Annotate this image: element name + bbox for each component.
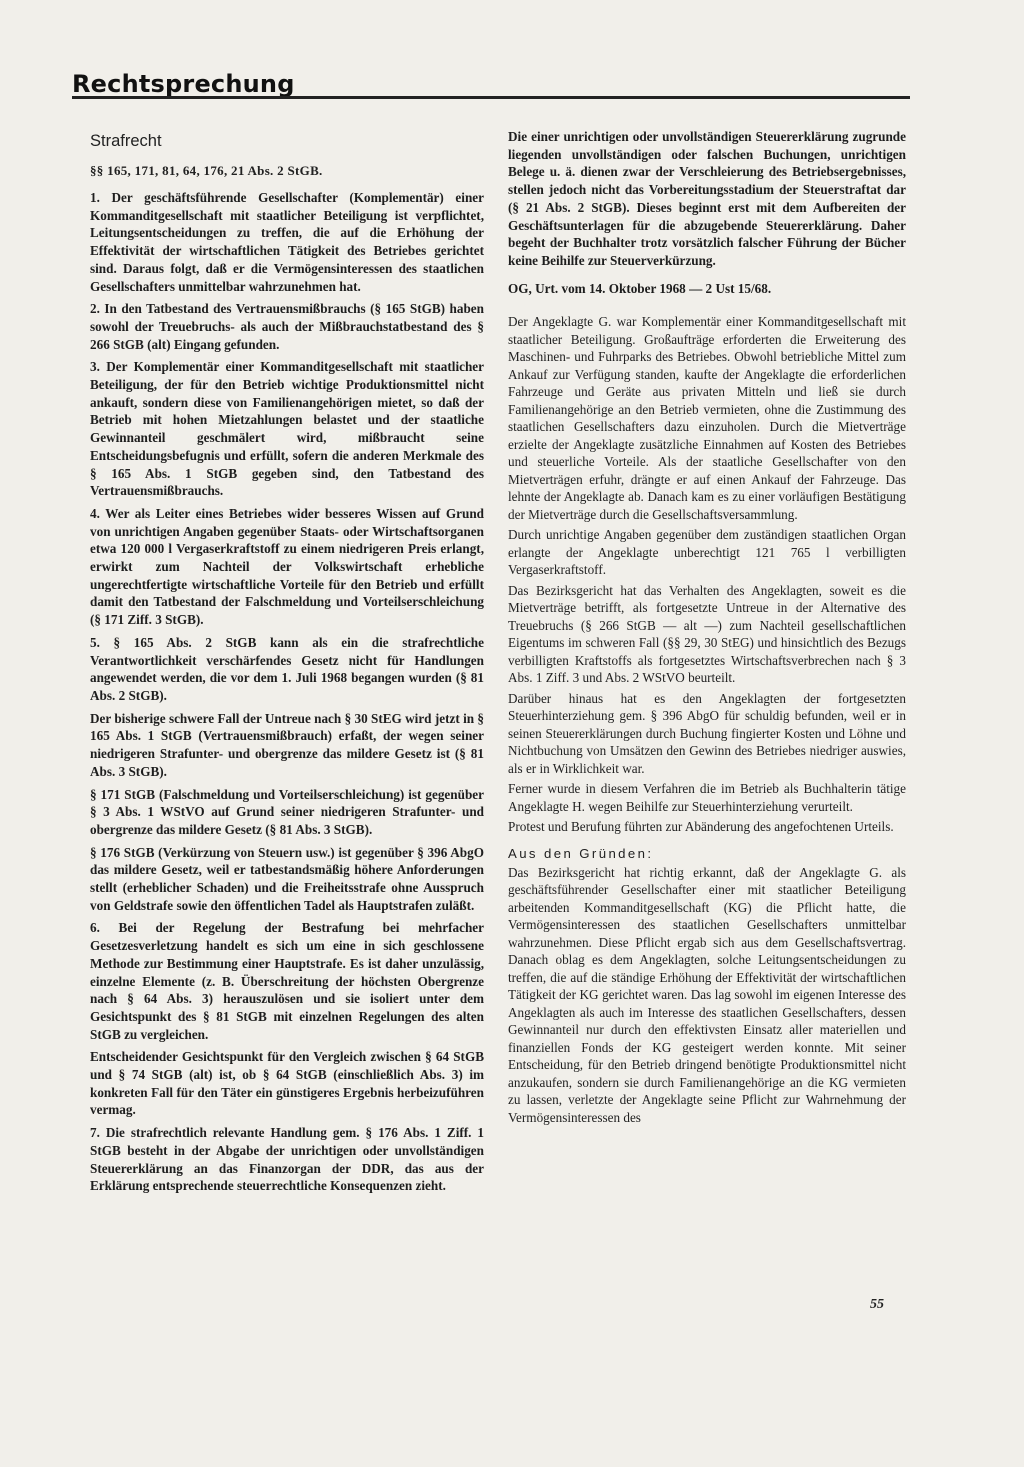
- facts-paragraph: Ferner wurde in diesem Verfahren die im Betrieb als Buchhalterin tätige Angeklagte H. wegen Beihilfe zur Steuerhinterziehung verurteilt.: [508, 781, 906, 814]
- page-heading: Rechtsprechung: [72, 70, 295, 98]
- headnote-continuation: Die einer unrichtigen oder unvollständigen Steuererklärung zugrunde liegenden unvollständigen oder falschen Buchungen, unrichtigen Belege u. ä. dienen zwar der Verschleierung des Betriebsergebnisses, stellen jedoch nicht das Vorbereitungsstadium der Steuerstraftat dar (§ 21 Abs. 2 StGB). Dieses beginnt erst mit dem Aufbereiten der Geschäftsunterlagen für die abzugebende Steuererklärung. Daher begeht der Buchhalter trotz vorsätzlich falscher Führung der Bücher keine Beihilfe zur Steuerverkürzung.: [508, 129, 906, 268]
- facts-paragraph: Durch unrichtige Angaben gegenüber dem zuständigen staatlichen Organ erlangte der Angeklagte unberechtigt 121 765 l verbilligten Vergaserkraftstoff.: [508, 527, 906, 578]
- headnote-paragraph: 7. Die strafrechtlich relevante Handlung gem. § 176 Abs. 1 Ziff. 1 StGB besteht in der Abgabe der unrichtigen oder unvollständigen Steuererklärung an das Finanzorgan der DDR, das aus der Erklärung entsprechende steuerrechtliche Konsequenzen zieht.: [90, 1125, 484, 1194]
- grounds-paragraph: Das Bezirksgericht hat richtig erkannt, daß der Angeklagte G. als geschäftsführender Gesellschafter einer mit staatlicher Beteiligung arbeitenden Kommanditgesellschaft (KG) die Pflicht hatte, die Vermögensinteressen des staatlichen Gesellschafters unmittelbar wahrzunehmen. Diese Pflicht ergab sich aus dem Gesellschaftsvertrag. Danach oblag es dem Angeklagten, solche Leitungsentscheidungen zu treffen, die auf die ständige Erhöhung der Effektivität der wirtschaftlichen Tätigkeit der KG gerichtet waren. Das lag sowohl im eigenen Interesse des Angeklagten als auch im Interesse des staatlichen Gesellschafters, dessen Gewinnanteil nur durch den effektivsten Einsatz aller materiellen und finanziellen Fonds der KG gesteigert werden konnte. Mit seiner Entscheidung, für den Betrieb dringend benötigte Produktionsmittel nicht anzukaufen, sondern sie durch Familienangehörige an die KG vermieten zu lassen, verletzte der Angeklagte seine Pflicht zur Wahrnehmung der Vermögensinteressen des: [508, 864, 906, 1125]
- headnote-paragraph: § 171 StGB (Falschmeldung und Vorteilserschleichung) ist gegenüber § 3 Abs. 1 WStVO auf Grund seiner niedrigeren Strafunter- und obergrenze das mildere Gesetz (§ 81 Abs. 3 StGB).: [90, 786, 484, 837]
- grounds-heading: Aus den Gründen:: [508, 845, 654, 861]
- facts-paragraph: Protest und Berufung führten zur Abänderung des angefochtenen Urteils.: [508, 819, 894, 835]
- headnote-paragraph: 2. In den Tatbestand des Vertrauensmißbrauchs (§ 165 StGB) haben sowohl der Treuebruchs- als auch der Mißbrauchstatbestand des § 266 StGB (alt) Eingang gefunden.: [90, 301, 484, 352]
- statute-reference: §§ 165, 171, 81, 64, 176, 21 Abs. 2 StGB.: [90, 163, 323, 178]
- case-citation: OG, Urt. vom 14. Oktober 1968 — 2 Ust 15/68.: [508, 280, 772, 296]
- heading-rule: [72, 96, 910, 99]
- headnote-paragraph: 4. Wer als Leiter eines Betriebes wider besseres Wissen auf Grund von unrichtigen Angaben gegenüber Staats- oder Wirtschaftsorganen etwa 120 000 l Vergaserkraftstoff zu einem niedrigeren Preis erlangt, erwirkt zum Nachteil der Volkswirtschaft erhebliche ungerechtfertigte wirtschaftliche Vorteile für den Betrieb und erfüllt damit den Tatbestand der Falschmeldung und Vorteilserschleichung (§ 171 Ziff. 3 StGB).: [90, 505, 484, 628]
- headnote-paragraph: 1. Der geschäftsführende Gesellschafter (Komplementär) einer Kommanditgesellschaft mit staatlicher Beteiligung ist verpflichtet, Leitungsentscheidungen zu treffen, die auf die Erhöhung der Effektivität der wirtschaftlichen Tätigkeit des Betriebes gerichtet sind. Daraus folgt, daß er die Vermögensinteressen des staatlichen Gesellschafters unmittelbar wahrzunehmen hat.: [90, 190, 484, 294]
- facts-paragraph: Der Angeklagte G. war Komplementär einer Kommanditgesellschaft mit staatlicher Beteiligung. Großaufträge erforderten die Erweiterung des Maschinen- und Fuhrparks des Betriebes. Obwohl betriebliche Mittel zum Ankauf zur Verfügung standen, kaufte der Angeklagte die erforderlichen Fahrzeuge und Geräte aus privaten Mitteln und ließ sie durch Familienangehörige an den Betrieb vermieten, ohne die Zustimmung des staatlichen Gesellschafters dazu einzuholen. Durch die Mietverträge erzielte der Angeklagte zusätzliche Einnahmen auf Kosten des Betriebes und steuerliche Vorteile. Als der staatliche Gesellschafter von den Mietverträgen erfuhr, drängte er auf einen Ankauf der Fahrzeuge. Das lehnte der Angeklagte ab. Danach kam es zu einer vorläufigen Bestätigung der Mietverträge durch die Gesellschaftsversammlung.: [508, 314, 906, 522]
- facts-paragraph: Darüber hinaus hat es den Angeklagten der fortgesetzten Steuerhinterziehung gem. § 396 AbgO für schuldig befunden, weil er in seinen Steuererklärungen durch Buchung fingierter Kosten und Löhne und Nichtbuchung von Umsätzen den Gewinn des Betriebes niedriger auswies, als er in Wirklichkeit war.: [508, 690, 906, 776]
- right-column: [508, 128, 906, 1129]
- headnote-paragraph: 3. Der Komplementär einer Kommanditgesellschaft mit staatlicher Beteiligung, der für den Betrieb wichtige Produktionsmittel nicht ankauft, sondern diese von Familienangehörigen mietet, so daß der Betrieb mit hohen Mietzahlungen belastet und der staatliche Gewinnanteil geschmälert wird, mißbraucht seine Entscheidungsbefugnis und erfüllt, sofern die anderen Merkmale des § 165 Abs. 1 StGB gegeben sind, den Tatbestand des Vertrauensmißbrauchs.: [90, 359, 484, 499]
- headnote-paragraph: 5. § 165 Abs. 2 StGB kann als ein die strafrechtliche Verantwortlichkeit verschärfendes Gesetz nicht für Handlungen angewendet werden, die vor dem 1. Juli 1968 begangen wurden (§ 81 Abs. 2 StGB).: [90, 634, 484, 703]
- left-column: [90, 128, 484, 1200]
- page-number: 55: [870, 1297, 884, 1312]
- headnote-paragraph: § 176 StGB (Verkürzung von Steuern usw.) ist gegenüber § 396 AbgO das mildere Gesetz, weil er tatbestandsmäßig höhere Anforderungen stellt (erheblicher Schaden) und die Freiheitsstrafe ohne Ausspruch von Geldstrafe sowie den öffentlichen Tadel als Hauptstrafen zuläßt.: [90, 844, 484, 913]
- facts-paragraph: Das Bezirksgericht hat das Verhalten des Angeklagten, soweit es die Mietverträge betrifft, als fortgesetzte Untreue in der Alternative des Treuebruchs (§ 266 StGB — alt —) zum Nachteil gesellschaftlichen Eigentums im schweren Fall (§§ 29, 30 StEG) und hinsichtlich des Bezugs verbilligten Kraftstoffs als fortgesetztes Wirtschaftsverbrechen nach § 3 Abs. 1 Ziff. 3 und Abs. 2 WStVO beurteilt.: [508, 582, 906, 686]
- headnote-paragraph: 6. Bei der Regelung der Bestrafung bei mehrfacher Gesetzesverletzung handelt es sich um eine in sich geschlossene Methode zur Bestimmung einer Hauptstrafe. Es ist daher unzulässig, einzelne Elemente (z. B. Überschreitung der höchsten Obergrenze nach § 64 Abs. 3) herauszulösen und sie isoliert unter dem Gesichtspunkt des § 81 StGB mit einzelnen Regelungen des alten StGB zu vergleichen.: [90, 920, 484, 1042]
- headnote-paragraph: Entscheidender Gesichtspunkt für den Vergleich zwischen § 64 StGB und § 74 StGB (alt) ist, ob § 64 StGB (einschließlich Abs. 3) im konkreten Fall für den Täter ein günstigeres Ergebnis herbeizuführen vermag.: [90, 1049, 484, 1118]
- headnote-paragraph: Der bisherige schwere Fall der Untreue nach § 30 StEG wird jetzt in § 165 Abs. 1 StGB (Vertrauensmißbrauch) erfaßt, der wegen seiner niedrigeren Strafunter- und obergrenze das mildere Gesetz ist (§ 81 Abs. 3 StGB).: [90, 710, 484, 779]
- section-title: Strafrecht: [90, 132, 162, 150]
